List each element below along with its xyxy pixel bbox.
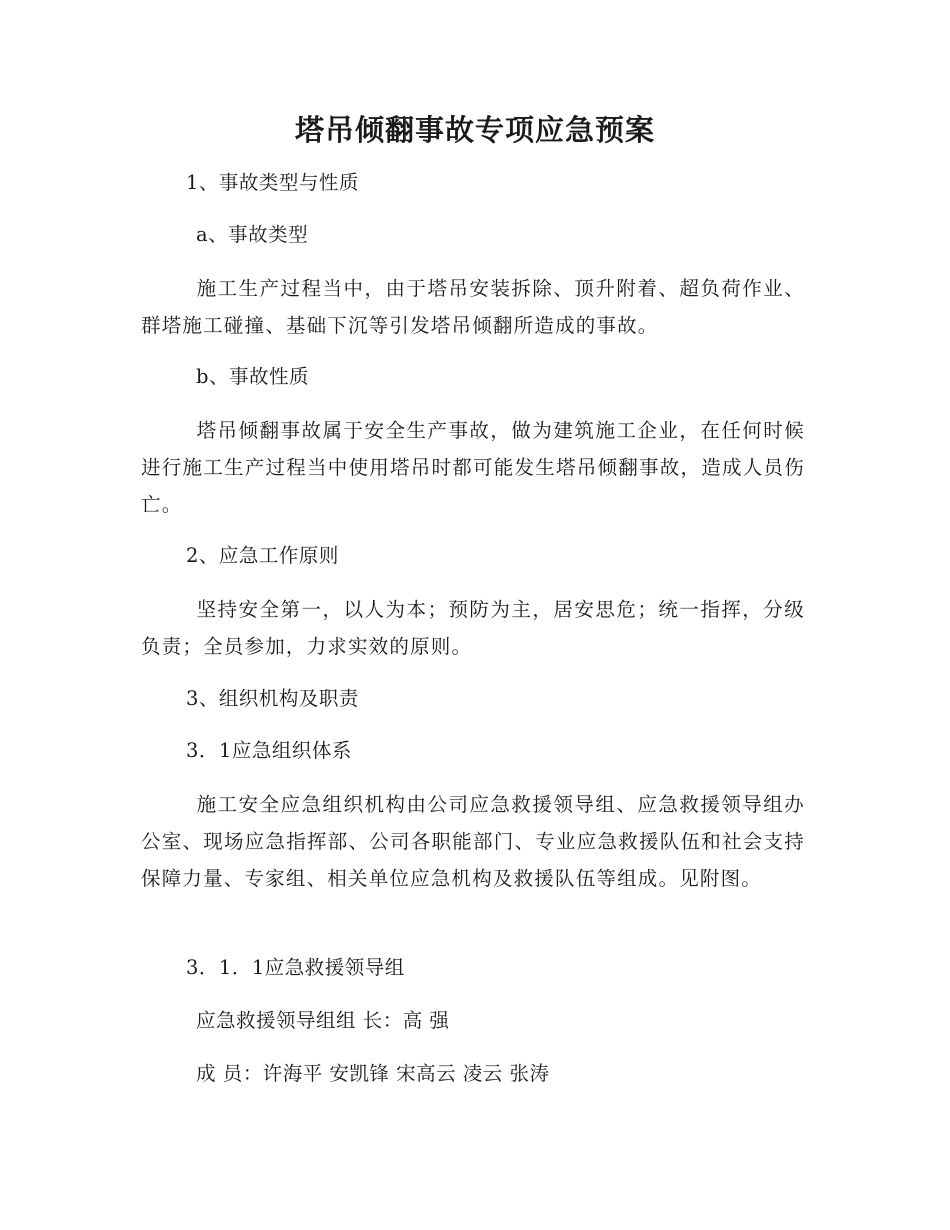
section-1b-paragraph: 塔吊倾翻事故属于安全生产事故，做为建筑施工企业，在任何时候进行施工生产过程当中使用塔吊时都可能发生塔吊倾翻事故，造成人员伤亡。: [141, 419, 805, 516]
section-2-heading: 2、应急工作原则: [186, 544, 339, 567]
leader-line: 应急救援领导组组 长：高 强: [196, 1009, 450, 1032]
section-1b-heading: b、事故性质: [196, 365, 309, 388]
section-1a-paragraph: 施工生产过程当中，由于塔吊安装拆除、顶升附着、超负荷作业、群塔施工碰撞、基础下沉等引发塔吊倾翻所造成的事故。: [141, 277, 805, 337]
members-line: 成 员：许海平 安凯锋 宋高云 凌云 张涛: [196, 1062, 550, 1085]
section-3-heading: 3、组织机构及职责: [186, 687, 359, 710]
document-title: 塔吊倾翻事故专项应急预案: [294, 113, 655, 147]
section-2-paragraph: 坚持安全第一，以人为本；预防为主，居安思危；统一指挥，分级负责；全员参加，力求实效的原则。: [141, 598, 805, 658]
section-1a-heading: a、事故类型: [196, 223, 309, 246]
section-3-1-paragraph: 施工安全应急组织机构由公司应急救援领导组、应急救援领导组办公室、现场应急指挥部、公司各职能部门、专业应急救援队伍和社会支持保障力量、专家组、相关单位应急机构及救援队伍等组成。见附图。: [141, 793, 805, 890]
section-3-1-heading: 3．1应急组织体系: [186, 739, 352, 762]
section-1-heading: 1、事故类型与性质: [186, 171, 359, 194]
section-3-1-1-heading: 3．1．1应急救援领导组: [186, 956, 405, 979]
